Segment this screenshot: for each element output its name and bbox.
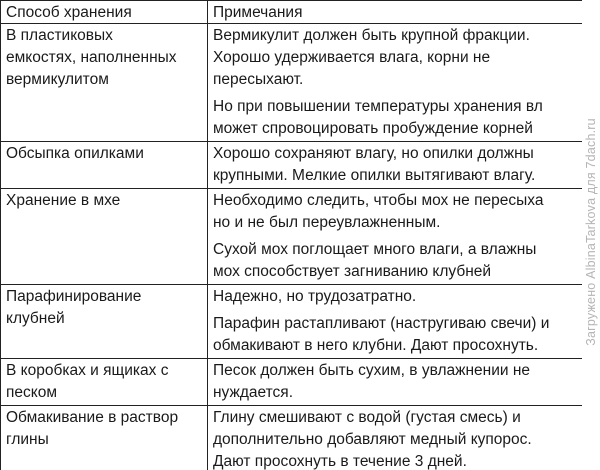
table-row [1,285,583,359]
note-line: Песок должен быть сухим, в увлажнении не [213,362,531,379]
table-row [1,142,583,189]
note-line: но и не был переувлажненным. [213,214,441,231]
method-line: глины [6,431,49,448]
method-cell [1,24,208,142]
method-line: Обмакивание в раствор [6,409,179,426]
note-paragraph [213,407,582,470]
table-row [1,189,583,285]
method-line: вермикулитом [6,71,109,88]
note-line: дополнительно добавляют медный купорос. [213,431,532,448]
note-paragraph [213,96,582,140]
note-paragraph [213,313,582,357]
table-header-row [1,1,583,24]
table-row [1,24,583,142]
note-line: Дают просохнуть в течение 3 дней. [213,453,467,470]
note-line: Необходимо следить, чтобы мох не пересыха [213,192,544,209]
method-line: Обсыпка опилками [6,145,144,162]
method-line: емкостях, наполненных [6,49,177,66]
notes-cell [208,142,583,189]
method-line: песком [6,384,57,401]
note-line: Сухой мох поглощает много влаги, а влажны [213,241,537,258]
method-line: В пластиковых [6,27,113,44]
method-cell [1,359,208,406]
note-line: Хорошо сохраняют влагу, но опилки должны [213,145,534,162]
note-line: Хорошо удерживается влага, корни не [213,49,491,66]
note-line: нуждается. [213,384,293,401]
note-paragraph [213,360,582,404]
note-paragraph [213,25,582,91]
watermark-text: Загружено AlbinaTarkova для 7dach.ru [584,118,599,346]
note-paragraph [213,190,582,234]
note-line: пересыхают. [213,71,304,88]
method-cell [1,406,208,470]
note-line: Вермикулит должен быть крупной фракции. [213,27,530,44]
method-cell [1,189,208,285]
notes-cell [208,285,583,359]
method-line: Хранение в мхе [6,192,121,209]
notes-cell [208,24,583,142]
notes-cell [208,189,583,285]
watermark [581,2,600,462]
note-line: Глину смешивают с водой (густая смесь) и [213,409,521,426]
note-paragraph [213,143,582,187]
notes-cell [208,406,583,470]
note-paragraph [213,286,582,308]
note-paragraph [213,239,582,283]
method-line: Парафинирование [6,288,142,305]
header-notes: Примечания [208,1,583,24]
note-line: Надежно, но трудозатратно. [213,288,417,305]
note-line: обмакивают в него клубни. Дают просохнуть. [213,337,539,354]
note-line: крупными. Мелкие опилки вытягивают влагу. [213,167,536,184]
method-cell [1,285,208,359]
note-line: мох способствует загниванию клубней [213,263,492,280]
note-line: Парафин растапливают (настругиваю свечи) и [213,315,550,332]
method-line: В коробках и ящиках с [6,362,169,379]
note-line: может спровоцировать пробуждение корней [213,120,533,137]
notes-cell [208,359,583,406]
note-line: Но при повышении температуры хранения вл [213,98,543,115]
method-line: клубней [6,310,65,327]
table-row [1,359,583,406]
method-cell [1,142,208,189]
table-row [1,406,583,470]
header-storage-method: Способ хранения [1,1,208,24]
